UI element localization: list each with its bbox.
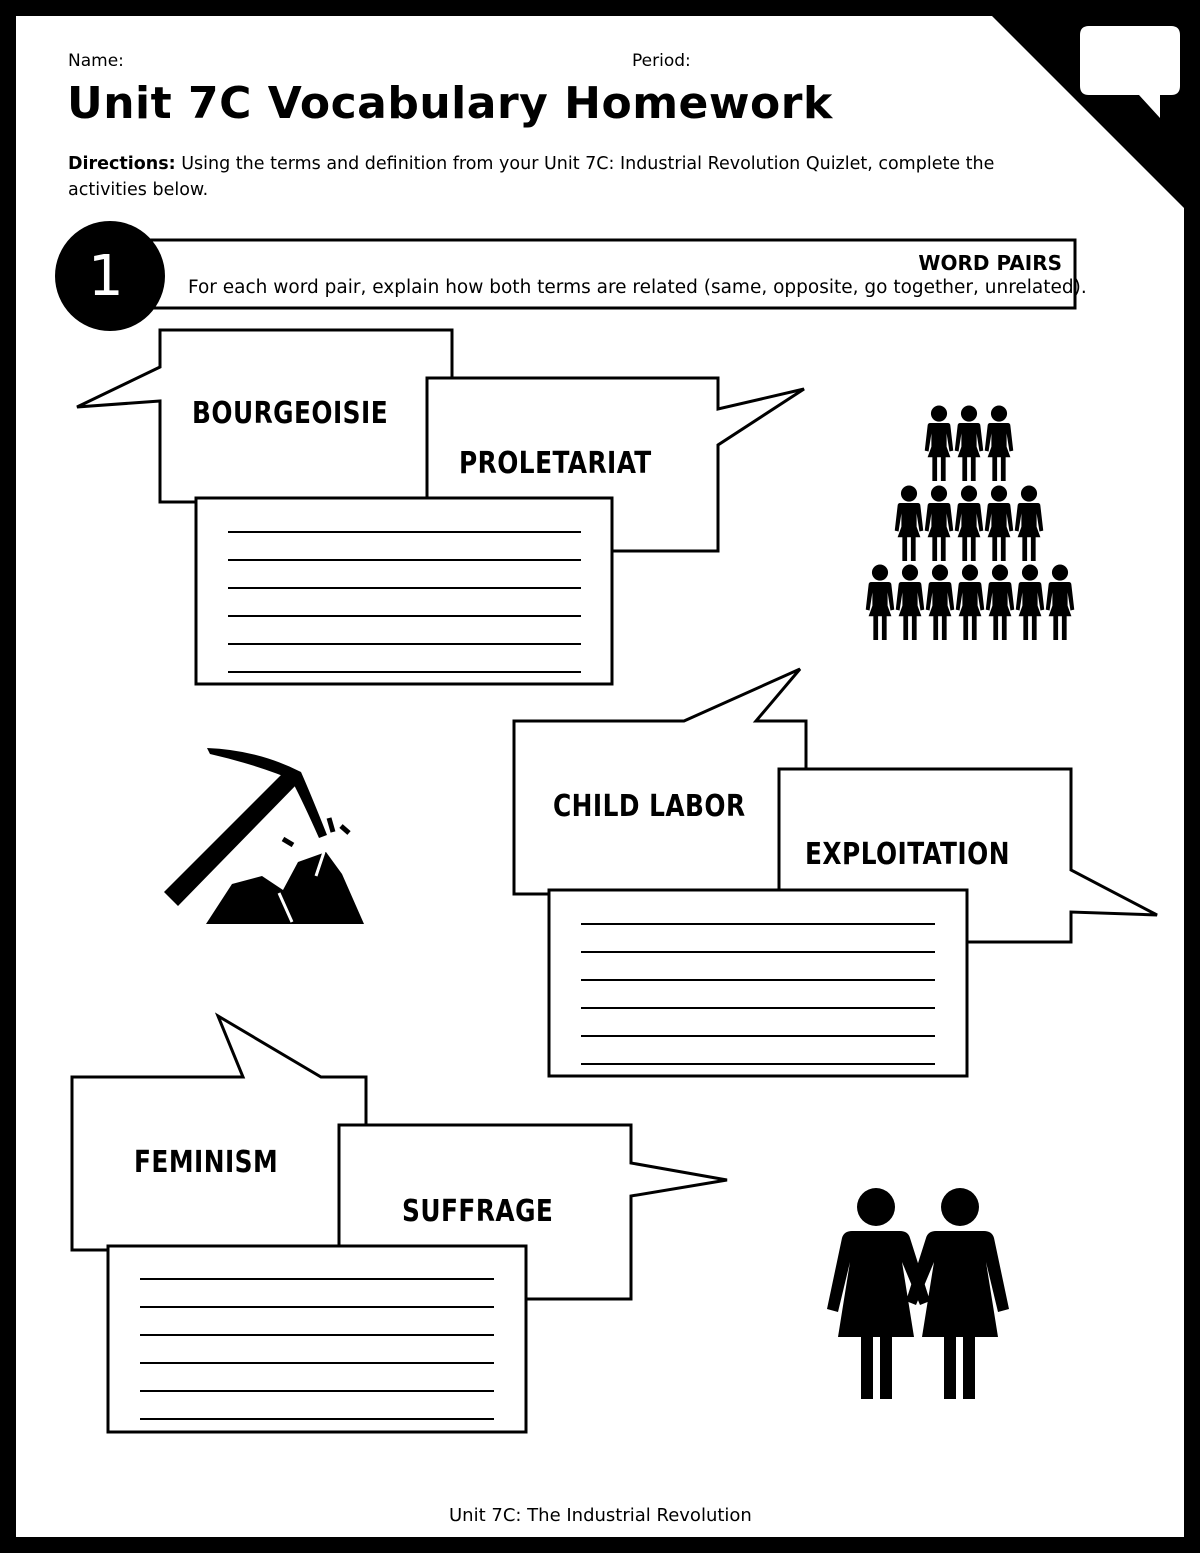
term-b-3: SUFFRAGE: [402, 1194, 554, 1229]
name-label: Name:: [68, 51, 124, 71]
answer-box-1[interactable]: [196, 498, 612, 684]
section-number: 1: [88, 244, 124, 309]
section-heading: WORD PAIRS: [918, 251, 1062, 275]
directions: [68, 151, 1058, 203]
answer-box-2[interactable]: [549, 890, 967, 1076]
term-a-3: FEMINISM: [134, 1145, 279, 1180]
term-b-2: EXPLOITATION: [805, 837, 1010, 872]
period-label: Period:: [632, 51, 691, 71]
term-a-2: CHILD LABOR: [553, 789, 746, 824]
section-instructions: For each word pair, explain how both terms are related (same, opposite, go together, unrelated).: [188, 277, 1087, 298]
speech-bubble-icon: [1080, 26, 1180, 118]
page-title: Unit 7C Vocabulary Homework: [67, 78, 833, 129]
term-a-1: BOURGEOISIE: [192, 396, 389, 431]
answer-box-3[interactable]: [108, 1246, 526, 1432]
directions-label: Directions:: [68, 154, 176, 174]
page-footer: Unit 7C: The Industrial Revolution: [449, 1505, 752, 1526]
term-b-1: PROLETARIAT: [459, 446, 652, 481]
directions-text: Using the terms and definition from your Unit 7C: Industrial Revolution Quizlet, complete the activities below.: [68, 154, 995, 200]
